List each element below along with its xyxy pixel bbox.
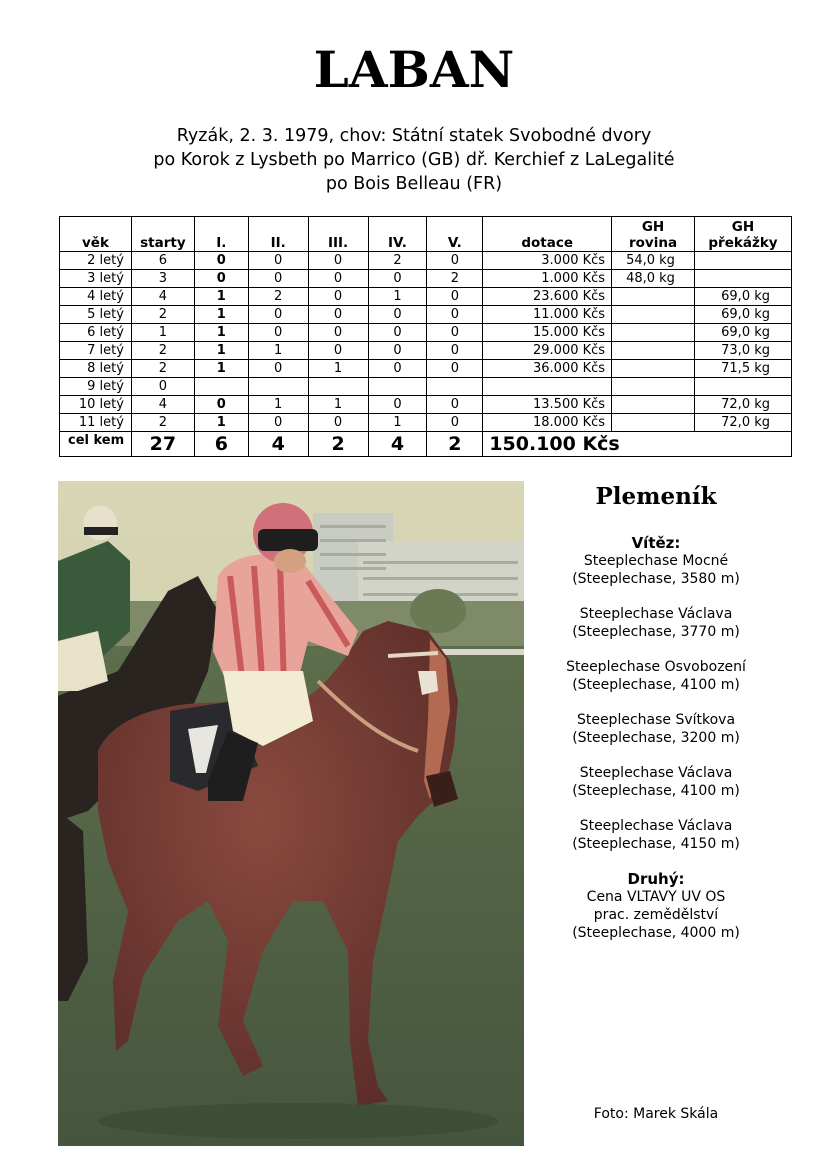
win-race bbox=[540, 711, 772, 747]
header-fourth: IV. bbox=[368, 217, 427, 252]
cell-first: 1 bbox=[194, 414, 248, 432]
cell-fourth: 2 bbox=[368, 252, 427, 270]
cell-age: 8 letý bbox=[60, 360, 132, 378]
cell-third: 0 bbox=[308, 306, 368, 324]
win-race-name: Steeplechase Osvobození bbox=[566, 659, 746, 675]
stud-heading: Plemeník bbox=[595, 483, 717, 510]
cell-third: 0 bbox=[308, 252, 368, 270]
cell-gh-flat bbox=[612, 306, 695, 324]
cell-age: 2 letý bbox=[60, 252, 132, 270]
cell-starts: 2 bbox=[131, 414, 194, 432]
header-second: II. bbox=[248, 217, 308, 252]
cell-gh-jumps bbox=[694, 252, 791, 270]
second-place-race bbox=[540, 888, 772, 942]
second-race-line-2: prac. zemědělství bbox=[593, 907, 719, 923]
total-second: 4 bbox=[248, 432, 308, 457]
cell-second: 1 bbox=[248, 396, 308, 414]
table-row bbox=[60, 288, 792, 306]
cell-second: 0 bbox=[248, 360, 308, 378]
cell-fourth bbox=[368, 378, 427, 396]
header-starts: starty bbox=[131, 217, 194, 252]
header-gh-jumps-line1: GH bbox=[731, 219, 755, 235]
win-race-detail: (Steeplechase, 3580 m) bbox=[572, 571, 740, 587]
cell-first: 1 bbox=[194, 342, 248, 360]
cell-prize: 18.000 Kčs bbox=[483, 414, 612, 432]
cell-gh-flat bbox=[612, 414, 695, 432]
cell-second: 1 bbox=[248, 342, 308, 360]
cell-fourth: 0 bbox=[368, 270, 427, 288]
total-fifth: 2 bbox=[427, 432, 483, 457]
cell-third: 0 bbox=[308, 288, 368, 306]
table-row bbox=[60, 270, 792, 288]
table-row bbox=[60, 378, 792, 396]
cell-first: 0 bbox=[194, 270, 248, 288]
table-total-row bbox=[60, 432, 792, 457]
total-prize: 150.100 Kčs bbox=[483, 432, 792, 457]
cell-gh-flat bbox=[612, 396, 695, 414]
cell-gh-flat: 48,0 kg bbox=[612, 270, 695, 288]
second-label: Druhý: bbox=[627, 870, 685, 888]
cell-age: 4 letý bbox=[60, 288, 132, 306]
cell-fourth: 0 bbox=[368, 306, 427, 324]
cell-second: 0 bbox=[248, 306, 308, 324]
cell-fourth: 1 bbox=[368, 288, 427, 306]
header-gh-jumps bbox=[694, 217, 791, 252]
cell-fifth: 0 bbox=[427, 360, 483, 378]
cell-fifth: 0 bbox=[427, 306, 483, 324]
cell-starts: 0 bbox=[131, 378, 194, 396]
cell-starts: 6 bbox=[131, 252, 194, 270]
cell-age: 10 letý bbox=[60, 396, 132, 414]
cell-second: 0 bbox=[248, 414, 308, 432]
total-first: 6 bbox=[194, 432, 248, 457]
cell-fourth: 0 bbox=[368, 342, 427, 360]
race-record-table bbox=[59, 216, 792, 457]
cell-gh-flat bbox=[612, 324, 695, 342]
cell-prize: 23.600 Kčs bbox=[483, 288, 612, 306]
cell-gh-jumps bbox=[694, 378, 791, 396]
cell-gh-flat bbox=[612, 378, 695, 396]
cell-prize: 3.000 Kčs bbox=[483, 252, 612, 270]
cell-prize: 11.000 Kčs bbox=[483, 306, 612, 324]
cell-gh-flat bbox=[612, 342, 695, 360]
cell-first: 1 bbox=[194, 306, 248, 324]
cell-starts: 4 bbox=[131, 288, 194, 306]
cell-age: 9 letý bbox=[60, 378, 132, 396]
winner-label: Vítěz: bbox=[631, 534, 681, 552]
cell-second: 2 bbox=[248, 288, 308, 306]
cell-fifth: 0 bbox=[427, 414, 483, 432]
cell-gh-jumps bbox=[694, 270, 791, 288]
cell-fourth: 1 bbox=[368, 414, 427, 432]
win-race bbox=[540, 605, 772, 641]
cell-third bbox=[308, 378, 368, 396]
table-row bbox=[60, 306, 792, 324]
header-gh-jumps-line2: překážky bbox=[708, 235, 778, 251]
cell-third: 0 bbox=[308, 324, 368, 342]
cell-gh-flat bbox=[612, 288, 695, 306]
cell-prize: 1.000 Kčs bbox=[483, 270, 612, 288]
cell-gh-jumps: 72,0 kg bbox=[694, 396, 791, 414]
table-row bbox=[60, 396, 792, 414]
win-race bbox=[540, 817, 772, 853]
cell-prize: 36.000 Kčs bbox=[483, 360, 612, 378]
cell-fifth: 0 bbox=[427, 324, 483, 342]
header-prize: dotace bbox=[483, 217, 612, 252]
total-third: 2 bbox=[308, 432, 368, 457]
win-race-detail: (Steeplechase, 4150 m) bbox=[572, 836, 740, 852]
cell-third: 0 bbox=[308, 342, 368, 360]
cell-gh-jumps: 72,0 kg bbox=[694, 414, 791, 432]
table-row bbox=[60, 360, 792, 378]
cell-fifth: 0 bbox=[427, 342, 483, 360]
cell-gh-jumps: 73,0 kg bbox=[694, 342, 791, 360]
total-label: cel kem bbox=[60, 432, 132, 457]
cell-first: 0 bbox=[194, 252, 248, 270]
cell-second: 0 bbox=[248, 324, 308, 342]
win-race-name: Steeplechase Václava bbox=[579, 765, 733, 781]
cell-first: 1 bbox=[194, 360, 248, 378]
cell-age: 7 letý bbox=[60, 342, 132, 360]
stud-sidebar bbox=[540, 482, 772, 942]
win-race bbox=[540, 552, 772, 588]
cell-prize: 29.000 Kčs bbox=[483, 342, 612, 360]
cell-first: 1 bbox=[194, 288, 248, 306]
win-race-name: Steeplechase Václava bbox=[579, 606, 733, 622]
cell-age: 11 letý bbox=[60, 414, 132, 432]
header-gh-flat-line1: GH bbox=[641, 219, 665, 235]
cell-first bbox=[194, 378, 248, 396]
cell-third: 1 bbox=[308, 360, 368, 378]
header-third: III. bbox=[308, 217, 368, 252]
horse-photo bbox=[58, 481, 524, 1146]
cell-third: 0 bbox=[308, 414, 368, 432]
total-fourth: 4 bbox=[368, 432, 427, 457]
cell-gh-jumps: 71,5 kg bbox=[694, 360, 791, 378]
cell-starts: 2 bbox=[131, 360, 194, 378]
win-race bbox=[540, 658, 772, 694]
info-line-2: po Korok z Lysbeth po Marrico (GB) dř. Kerchief z LaLegalité bbox=[153, 150, 675, 170]
page-title: LABAN bbox=[313, 40, 515, 99]
win-race-name: Steeplechase Václava bbox=[579, 818, 733, 834]
cell-prize: 15.000 Kčs bbox=[483, 324, 612, 342]
win-race-detail: (Steeplechase, 3770 m) bbox=[572, 624, 740, 640]
table-row bbox=[60, 252, 792, 270]
info-line-3: po Bois Belleau (FR) bbox=[325, 174, 503, 194]
cell-age: 3 letý bbox=[60, 270, 132, 288]
header-age: věk bbox=[60, 217, 132, 252]
cell-first: 1 bbox=[194, 324, 248, 342]
horse-info bbox=[0, 124, 828, 196]
table-row bbox=[60, 414, 792, 432]
win-race-detail: (Steeplechase, 4100 m) bbox=[572, 677, 740, 693]
cell-prize: 13.500 Kčs bbox=[483, 396, 612, 414]
cell-starts: 2 bbox=[131, 342, 194, 360]
cell-gh-flat bbox=[612, 360, 695, 378]
table-header-row bbox=[60, 217, 792, 252]
win-race-detail: (Steeplechase, 3200 m) bbox=[572, 730, 740, 746]
table-row bbox=[60, 324, 792, 342]
cell-prize bbox=[483, 378, 612, 396]
total-starts: 27 bbox=[131, 432, 194, 457]
cell-third: 0 bbox=[308, 270, 368, 288]
win-race bbox=[540, 764, 772, 800]
wins-list bbox=[540, 552, 772, 853]
cell-age: 6 letý bbox=[60, 324, 132, 342]
cell-fourth: 0 bbox=[368, 360, 427, 378]
cell-third: 1 bbox=[308, 396, 368, 414]
header-gh-flat-line2: rovina bbox=[628, 235, 678, 251]
cell-fifth: 0 bbox=[427, 396, 483, 414]
header-fifth: V. bbox=[427, 217, 483, 252]
cell-fifth: 0 bbox=[427, 288, 483, 306]
second-race-line-1: Cena VLTAVY UV OS bbox=[586, 889, 726, 905]
cell-second: 0 bbox=[248, 270, 308, 288]
cell-first: 0 bbox=[194, 396, 248, 414]
cell-starts: 1 bbox=[131, 324, 194, 342]
info-line-1: Ryzák, 2. 3. 1979, chov: Státní statek Svobodné dvory bbox=[176, 126, 652, 146]
cell-fifth bbox=[427, 378, 483, 396]
header-gh-flat bbox=[612, 217, 695, 252]
header-first: I. bbox=[194, 217, 248, 252]
cell-starts: 3 bbox=[131, 270, 194, 288]
cell-fifth: 0 bbox=[427, 252, 483, 270]
cell-gh-jumps: 69,0 kg bbox=[694, 288, 791, 306]
cell-starts: 4 bbox=[131, 396, 194, 414]
cell-age: 5 letý bbox=[60, 306, 132, 324]
table-row bbox=[60, 342, 792, 360]
cell-fourth: 0 bbox=[368, 396, 427, 414]
cell-gh-jumps: 69,0 kg bbox=[694, 306, 791, 324]
photo-credit: Foto: Marek Skála bbox=[593, 1106, 719, 1122]
second-race-detail: (Steeplechase, 4000 m) bbox=[572, 925, 740, 941]
cell-gh-jumps: 69,0 kg bbox=[694, 324, 791, 342]
cell-second bbox=[248, 378, 308, 396]
cell-gh-flat: 54,0 kg bbox=[612, 252, 695, 270]
win-race-name: Steeplechase Svítkova bbox=[576, 712, 736, 728]
cell-starts: 2 bbox=[131, 306, 194, 324]
win-race-name: Steeplechase Mocné bbox=[583, 553, 729, 569]
cell-fourth: 0 bbox=[368, 324, 427, 342]
cell-fifth: 2 bbox=[427, 270, 483, 288]
cell-second: 0 bbox=[248, 252, 308, 270]
win-race-detail: (Steeplechase, 4100 m) bbox=[572, 783, 740, 799]
